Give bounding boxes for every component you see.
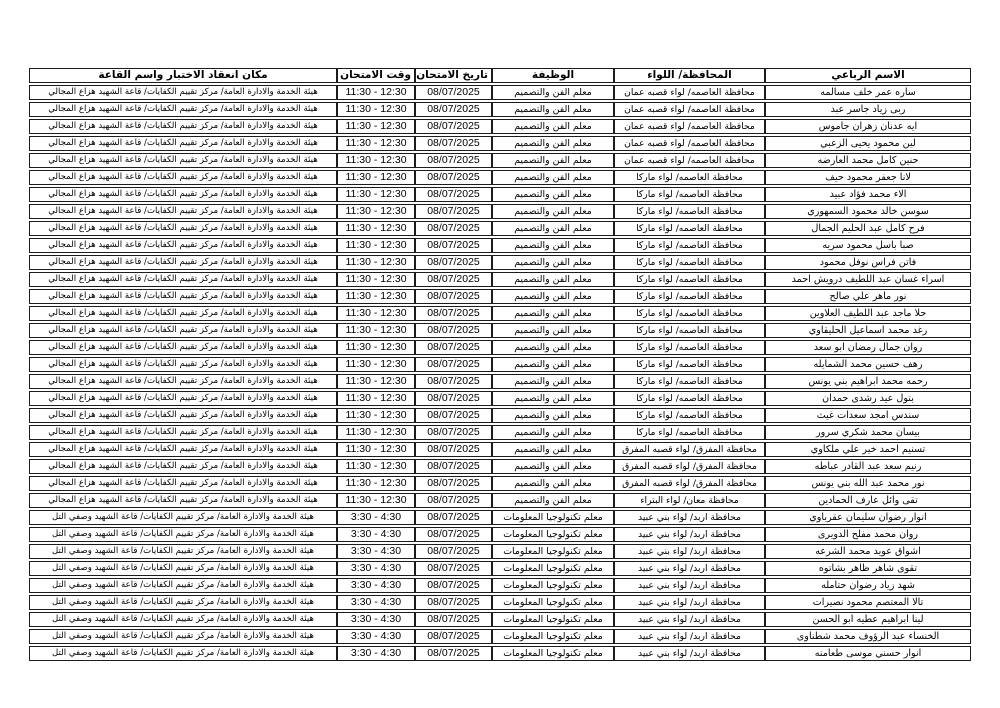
exam-date-cell: 08/07/2025 xyxy=(415,119,492,134)
governorate-cell: محافظة العاصمه/ لواء ماركا xyxy=(614,170,765,185)
exam-time-cell: 3:30 - 4:30 xyxy=(337,561,415,576)
job-title-cell: معلم الفن والتصميم xyxy=(492,357,614,372)
table-row xyxy=(29,85,971,100)
table-row xyxy=(29,221,971,236)
exam-location-cell: هيئة الخدمة والادارة العامة/ مركز تقييم الكفايات/ قاعة الشهيد هزاع المجالي xyxy=(29,102,337,117)
full-name-cell: اسراء غسان عبد اللطيف درويش احمد xyxy=(765,272,971,287)
exam-time-cell: 11:30 - 12:30 xyxy=(337,102,415,117)
exam-location-cell: هيئة الخدمة والادارة العامة/ مركز تقييم الكفايات/ قاعة الشهيد هزاع المجالي xyxy=(29,221,337,236)
exam-time-cell: 11:30 - 12:30 xyxy=(337,425,415,440)
job-title-cell: معلم الفن والتصميم xyxy=(492,102,614,117)
exam-location-cell: هيئة الخدمة والادارة العامة/ مركز تقييم الكفايات/ قاعة الشهيد هزاع المجالي xyxy=(29,204,337,219)
exam-date-cell: 08/07/2025 xyxy=(415,646,492,661)
exam-location-cell: هيئة الخدمة والادارة العامة/ مركز تقييم الكفايات/ قاعة الشهيد هزاع المجالي xyxy=(29,493,337,508)
exam-date-cell: 08/07/2025 xyxy=(415,612,492,627)
exam-date-cell: 08/07/2025 xyxy=(415,255,492,270)
job-title-cell: معلم الفن والتصميم xyxy=(492,493,614,508)
full-name-cell: سوسن خالد محمود السمهوري xyxy=(765,204,971,219)
exam-time-cell: 11:30 - 12:30 xyxy=(337,357,415,372)
governorate-cell: محافظة العاصمه/ لواء ماركا xyxy=(614,255,765,270)
exam-date-cell: 08/07/2025 xyxy=(415,238,492,253)
job-title-cell: معلم الفن والتصميم xyxy=(492,323,614,338)
exam-location-cell: هيئة الخدمة والادارة العامة/ مركز تقييم الكفايات/ قاعة الشهيد هزاع المجالي xyxy=(29,289,337,304)
job-title-cell: معلم الفن والتصميم xyxy=(492,272,614,287)
governorate-cell: محافظة العاصمه/ لواء ماركا xyxy=(614,391,765,406)
table-row xyxy=(29,544,971,559)
exam-time-cell: 11:30 - 12:30 xyxy=(337,170,415,185)
exam-location-cell: هيئة الخدمة والادارة العامة/ مركز تقييم الكفايات/ قاعة الشهيد وصفي التل xyxy=(29,595,337,610)
exam-date-cell: 08/07/2025 xyxy=(415,153,492,168)
exam-time-cell: 3:30 - 4:30 xyxy=(337,595,415,610)
exam-time-cell: 11:30 - 12:30 xyxy=(337,153,415,168)
governorate-cell: محافظة اربد/ لواء بني عبيد xyxy=(614,544,765,559)
table-row xyxy=(29,510,971,525)
table-row xyxy=(29,425,971,440)
exam-location-cell: هيئة الخدمة والادارة العامة/ مركز تقييم الكفايات/ قاعة الشهيد هزاع المجالي xyxy=(29,357,337,372)
full-name-cell: تسنيم احمد خير علي ملكاوي xyxy=(765,442,971,457)
full-name-cell: روان محمد مفلح الدويرى xyxy=(765,527,971,542)
table-row xyxy=(29,306,971,321)
governorate-cell: محافظة العاصمه/ لواء قصبه عمان xyxy=(614,136,765,151)
full-name-cell: الخنساء عبد الرؤوف محمد شطناوى xyxy=(765,629,971,644)
exam-date-cell: 08/07/2025 xyxy=(415,221,492,236)
full-name-cell: رنيم سعد عبد القادر عباطه xyxy=(765,459,971,474)
exam-date-cell: 08/07/2025 xyxy=(415,272,492,287)
exam-location-cell: هيئة الخدمة والادارة العامة/ مركز تقييم الكفايات/ قاعة الشهيد هزاع المجالي xyxy=(29,238,337,253)
table-row xyxy=(29,374,971,389)
exam-date-cell: 08/07/2025 xyxy=(415,527,492,542)
governorate-cell: محافظة المفرق/ لواء قصبه المفرق xyxy=(614,459,765,474)
exam-date-cell: 08/07/2025 xyxy=(415,187,492,202)
job-title-cell: معلم الفن والتصميم xyxy=(492,204,614,219)
governorate-cell: محافظة العاصمه/ لواء ماركا xyxy=(614,238,765,253)
exam-date-cell: 08/07/2025 xyxy=(415,629,492,644)
exam-location-cell: هيئة الخدمة والادارة العامة/ مركز تقييم الكفايات/ قاعة الشهيد هزاع المجالي xyxy=(29,442,337,457)
governorate-cell: محافظة اربد/ لواء بني عبيد xyxy=(614,510,765,525)
governorate-cell: محافظة العاصمه/ لواء ماركا xyxy=(614,340,765,355)
job-title-cell: معلم تكنولوجيا المعلومات xyxy=(492,544,614,559)
job-title-cell: معلم تكنولوجيا المعلومات xyxy=(492,595,614,610)
exam-location-cell: هيئة الخدمة والادارة العامة/ مركز تقييم الكفايات/ قاعة الشهيد وصفي التل xyxy=(29,612,337,627)
exam-time-cell: 3:30 - 4:30 xyxy=(337,510,415,525)
full-name-cell: انوار حسني موسى طعامنه xyxy=(765,646,971,661)
exam-time-cell: 3:30 - 4:30 xyxy=(337,544,415,559)
table-header-row xyxy=(29,68,971,83)
exam-time-cell: 11:30 - 12:30 xyxy=(337,408,415,423)
job-title-cell: معلم تكنولوجيا المعلومات xyxy=(492,646,614,661)
full-name-cell: لانا جعفر محمود حيف xyxy=(765,170,971,185)
job-title-cell: معلم الفن والتصميم xyxy=(492,119,614,134)
exam-date-cell: 08/07/2025 xyxy=(415,102,492,117)
full-name-cell: بتول عيد رشدى حمدان xyxy=(765,391,971,406)
column-header-exam-time: وقت الامتحان xyxy=(337,68,415,83)
table-row xyxy=(29,153,971,168)
full-name-cell: لين محمود يحيى الزعبي xyxy=(765,136,971,151)
governorate-cell: محافظة اربد/ لواء بني عبيد xyxy=(614,578,765,593)
exam-date-cell: 08/07/2025 xyxy=(415,408,492,423)
exam-date-cell: 08/07/2025 xyxy=(415,204,492,219)
exam-date-cell: 08/07/2025 xyxy=(415,578,492,593)
governorate-cell: محافظة العاصمه/ لواء قصبه عمان xyxy=(614,85,765,100)
column-header-exam-location: مكان انعقاد الاختبار واسم القاعة xyxy=(29,68,337,83)
exam-location-cell: هيئة الخدمة والادارة العامة/ مركز تقييم الكفايات/ قاعة الشهيد هزاع المجالي xyxy=(29,476,337,491)
exam-location-cell: هيئة الخدمة والادارة العامة/ مركز تقييم الكفايات/ قاعة الشهيد وصفي التل xyxy=(29,578,337,593)
governorate-cell: محافظة اربد/ لواء بني عبيد xyxy=(614,612,765,627)
full-name-cell: صبا باسل محمود سريه xyxy=(765,238,971,253)
table-row xyxy=(29,238,971,253)
table-row xyxy=(29,391,971,406)
exam-location-cell: هيئة الخدمة والادارة العامة/ مركز تقييم الكفايات/ قاعة الشهيد هزاع المجالي xyxy=(29,255,337,270)
exam-location-cell: هيئة الخدمة والادارة العامة/ مركز تقييم الكفايات/ قاعة الشهيد هزاع المجالي xyxy=(29,306,337,321)
job-title-cell: معلم الفن والتصميم xyxy=(492,187,614,202)
job-title-cell: معلم الفن والتصميم xyxy=(492,238,614,253)
table-row xyxy=(29,289,971,304)
governorate-cell: محافظة العاصمه/ لواء ماركا xyxy=(614,204,765,219)
table-row xyxy=(29,204,971,219)
exam-location-cell: هيئة الخدمة والادارة العامة/ مركز تقييم الكفايات/ قاعة الشهيد وصفي التل xyxy=(29,510,337,525)
exam-location-cell: هيئة الخدمة والادارة العامة/ مركز تقييم الكفايات/ قاعة الشهيد هزاع المجالي xyxy=(29,119,337,134)
table-row xyxy=(29,561,971,576)
exam-date-cell: 08/07/2025 xyxy=(415,357,492,372)
job-title-cell: معلم الفن والتصميم xyxy=(492,442,614,457)
exam-date-cell: 08/07/2025 xyxy=(415,595,492,610)
exam-time-cell: 3:30 - 4:30 xyxy=(337,629,415,644)
table-row xyxy=(29,476,971,491)
full-name-cell: لينا ابراهيم عطيه ابو الحسن xyxy=(765,612,971,627)
table-row xyxy=(29,527,971,542)
table-row xyxy=(29,255,971,270)
table-row xyxy=(29,595,971,610)
exam-date-cell: 08/07/2025 xyxy=(415,493,492,508)
exam-time-cell: 11:30 - 12:30 xyxy=(337,85,415,100)
job-title-cell: معلم تكنولوجيا المعلومات xyxy=(492,578,614,593)
full-name-cell: حنين كامل محمد العارضه xyxy=(765,153,971,168)
exam-location-cell: هيئة الخدمة والادارة العامة/ مركز تقييم الكفايات/ قاعة الشهيد هزاع المجالي xyxy=(29,170,337,185)
exam-time-cell: 11:30 - 12:30 xyxy=(337,306,415,321)
exam-date-cell: 08/07/2025 xyxy=(415,391,492,406)
exam-time-cell: 3:30 - 4:30 xyxy=(337,578,415,593)
full-name-cell: حلا ماجد عبد اللطيف العلاوين xyxy=(765,306,971,321)
exam-time-cell: 11:30 - 12:30 xyxy=(337,255,415,270)
full-name-cell: سندس امجد سعدات غيث xyxy=(765,408,971,423)
exam-date-cell: 08/07/2025 xyxy=(415,476,492,491)
full-name-cell: رحمه محمد ابراهيم بني يونس xyxy=(765,374,971,389)
exam-time-cell: 11:30 - 12:30 xyxy=(337,459,415,474)
governorate-cell: محافظة العاصمه/ لواء ماركا xyxy=(614,221,765,236)
table-row xyxy=(29,323,971,338)
governorate-cell: محافظة العاصمه/ لواء ماركا xyxy=(614,408,765,423)
exam-time-cell: 11:30 - 12:30 xyxy=(337,289,415,304)
governorate-cell: محافظة اربد/ لواء بني عبيد xyxy=(614,646,765,661)
full-name-cell: ربى زياد جاسر عبد xyxy=(765,102,971,117)
full-name-cell: تقى وائل عارف الحمادين xyxy=(765,493,971,508)
job-title-cell: معلم الفن والتصميم xyxy=(492,408,614,423)
governorate-cell: محافظة العاصمه/ لواء ماركا xyxy=(614,374,765,389)
governorate-cell: محافظة العاصمه/ لواء ماركا xyxy=(614,357,765,372)
table-row xyxy=(29,357,971,372)
table-row xyxy=(29,187,971,202)
job-title-cell: معلم الفن والتصميم xyxy=(492,289,614,304)
exam-date-cell: 08/07/2025 xyxy=(415,170,492,185)
job-title-cell: معلم الفن والتصميم xyxy=(492,374,614,389)
governorate-cell: محافظة العاصمه/ لواء ماركا xyxy=(614,289,765,304)
governorate-cell: محافظة العاصمه/ لواء ماركا xyxy=(614,306,765,321)
job-title-cell: معلم الفن والتصميم xyxy=(492,136,614,151)
exam-date-cell: 08/07/2025 xyxy=(415,459,492,474)
exam-location-cell: هيئة الخدمة والادارة العامة/ مركز تقييم الكفايات/ قاعة الشهيد وصفي التل xyxy=(29,527,337,542)
exam-schedule-container xyxy=(29,66,971,663)
job-title-cell: معلم تكنولوجيا المعلومات xyxy=(492,561,614,576)
exam-table-body xyxy=(29,85,971,661)
governorate-cell: محافظة العاصمه/ لواء ماركا xyxy=(614,187,765,202)
table-row xyxy=(29,646,971,661)
job-title-cell: معلم تكنولوجيا المعلومات xyxy=(492,527,614,542)
table-row xyxy=(29,612,971,627)
exam-location-cell: هيئة الخدمة والادارة العامة/ مركز تقييم الكفايات/ قاعة الشهيد هزاع المجالي xyxy=(29,340,337,355)
exam-time-cell: 11:30 - 12:30 xyxy=(337,442,415,457)
governorate-cell: محافظة العاصمه/ لواء قصبه عمان xyxy=(614,119,765,134)
job-title-cell: معلم الفن والتصميم xyxy=(492,153,614,168)
table-row xyxy=(29,442,971,457)
governorate-cell: محافظة اربد/ لواء بني عبيد xyxy=(614,629,765,644)
governorate-cell: محافظة اربد/ لواء بني عبيد xyxy=(614,527,765,542)
exam-date-cell: 08/07/2025 xyxy=(415,561,492,576)
job-title-cell: معلم الفن والتصميم xyxy=(492,459,614,474)
governorate-cell: محافظة المفرق/ لواء قصبه المفرق xyxy=(614,476,765,491)
governorate-cell: محافظة العاصمه/ لواء ماركا xyxy=(614,323,765,338)
exam-time-cell: 3:30 - 4:30 xyxy=(337,527,415,542)
table-row xyxy=(29,119,971,134)
exam-location-cell: هيئة الخدمة والادارة العامة/ مركز تقييم الكفايات/ قاعة الشهيد هزاع المجالي xyxy=(29,85,337,100)
exam-time-cell: 11:30 - 12:30 xyxy=(337,340,415,355)
governorate-cell: محافظة العاصمه/ لواء ماركا xyxy=(614,272,765,287)
table-row xyxy=(29,493,971,508)
exam-time-cell: 11:30 - 12:30 xyxy=(337,493,415,508)
exam-time-cell: 11:30 - 12:30 xyxy=(337,119,415,134)
job-title-cell: معلم تكنولوجيا المعلومات xyxy=(492,629,614,644)
exam-time-cell: 11:30 - 12:30 xyxy=(337,476,415,491)
exam-date-cell: 08/07/2025 xyxy=(415,425,492,440)
job-title-cell: معلم الفن والتصميم xyxy=(492,306,614,321)
exam-time-cell: 11:30 - 12:30 xyxy=(337,272,415,287)
governorate-cell: محافظة معان/ لواء البتراء xyxy=(614,493,765,508)
exam-date-cell: 08/07/2025 xyxy=(415,85,492,100)
job-title-cell: معلم الفن والتصميم xyxy=(492,476,614,491)
column-header-governorate: المحافظة/ اللواء xyxy=(614,68,765,83)
exam-time-cell: 11:30 - 12:30 xyxy=(337,187,415,202)
full-name-cell: بيسان محمد شكري سرور xyxy=(765,425,971,440)
governorate-cell: محافظة اربد/ لواء بني عبيد xyxy=(614,561,765,576)
column-header-exam-date: تاريخ الامتحان xyxy=(415,68,492,83)
table-row xyxy=(29,408,971,423)
column-header-job-title: الوظيفة xyxy=(492,68,614,83)
governorate-cell: محافظة العاصمه/ لواء قصبه عمان xyxy=(614,153,765,168)
job-title-cell: معلم الفن والتصميم xyxy=(492,340,614,355)
exam-date-cell: 08/07/2025 xyxy=(415,340,492,355)
full-name-cell: رهف حسين محمد الشمايله xyxy=(765,357,971,372)
full-name-cell: ساره عمر خلف مسالمه xyxy=(765,85,971,100)
column-header-full-name: الاسم الرباعي xyxy=(765,68,971,83)
table-row xyxy=(29,136,971,151)
full-name-cell: نور ماهر علي صالح xyxy=(765,289,971,304)
table-row xyxy=(29,340,971,355)
exam-date-cell: 08/07/2025 xyxy=(415,374,492,389)
exam-location-cell: هيئة الخدمة والادارة العامة/ مركز تقييم الكفايات/ قاعة الشهيد هزاع المجالي xyxy=(29,136,337,151)
table-row xyxy=(29,272,971,287)
full-name-cell: تقوى شاهر ظاهر بشاتوه xyxy=(765,561,971,576)
exam-location-cell: هيئة الخدمة والادارة العامة/ مركز تقييم الكفايات/ قاعة الشهيد هزاع المجالي xyxy=(29,187,337,202)
job-title-cell: معلم الفن والتصميم xyxy=(492,255,614,270)
full-name-cell: روان جمال رمضان ابو سعد xyxy=(765,340,971,355)
governorate-cell: محافظة العاصمه/ لواء ماركا xyxy=(614,425,765,440)
exam-schedule-table xyxy=(29,66,971,663)
governorate-cell: محافظة العاصمه/ لواء قصبه عمان xyxy=(614,102,765,117)
exam-location-cell: هيئة الخدمة والادارة العامة/ مركز تقييم الكفايات/ قاعة الشهيد وصفي التل xyxy=(29,646,337,661)
table-row xyxy=(29,629,971,644)
exam-time-cell: 11:30 - 12:30 xyxy=(337,221,415,236)
full-name-cell: شهد زياد رضوان حتامله xyxy=(765,578,971,593)
exam-time-cell: 11:30 - 12:30 xyxy=(337,391,415,406)
table-row xyxy=(29,102,971,117)
exam-location-cell: هيئة الخدمة والادارة العامة/ مركز تقييم الكفايات/ قاعة الشهيد هزاع المجالي xyxy=(29,425,337,440)
exam-location-cell: هيئة الخدمة والادارة العامة/ مركز تقييم الكفايات/ قاعة الشهيد وصفي التل xyxy=(29,561,337,576)
exam-date-cell: 08/07/2025 xyxy=(415,510,492,525)
job-title-cell: معلم تكنولوجيا المعلومات xyxy=(492,510,614,525)
full-name-cell: اشواق عويد محمد الشرعه xyxy=(765,544,971,559)
job-title-cell: معلم تكنولوجيا المعلومات xyxy=(492,612,614,627)
full-name-cell: ايه عدنان زهران جاموس xyxy=(765,119,971,134)
exam-location-cell: هيئة الخدمة والادارة العامة/ مركز تقييم الكفايات/ قاعة الشهيد هزاع المجالي xyxy=(29,153,337,168)
exam-location-cell: هيئة الخدمة والادارة العامة/ مركز تقييم الكفايات/ قاعة الشهيد هزاع المجالي xyxy=(29,272,337,287)
exam-location-cell: هيئة الخدمة والادارة العامة/ مركز تقييم الكفايات/ قاعة الشهيد هزاع المجالي xyxy=(29,374,337,389)
exam-time-cell: 3:30 - 4:30 xyxy=(337,646,415,661)
exam-time-cell: 3:30 - 4:30 xyxy=(337,612,415,627)
governorate-cell: محافظة اربد/ لواء بني عبيد xyxy=(614,595,765,610)
exam-time-cell: 11:30 - 12:30 xyxy=(337,238,415,253)
exam-date-cell: 08/07/2025 xyxy=(415,323,492,338)
exam-location-cell: هيئة الخدمة والادارة العامة/ مركز تقييم الكفايات/ قاعة الشهيد هزاع المجالي xyxy=(29,323,337,338)
exam-time-cell: 11:30 - 12:30 xyxy=(337,323,415,338)
exam-location-cell: هيئة الخدمة والادارة العامة/ مركز تقييم الكفايات/ قاعة الشهيد هزاع المجالي xyxy=(29,391,337,406)
full-name-cell: نور محمد عبد الله بني يونس xyxy=(765,476,971,491)
exam-date-cell: 08/07/2025 xyxy=(415,289,492,304)
full-name-cell: فاتن فراس نوفل محمود xyxy=(765,255,971,270)
job-title-cell: معلم الفن والتصميم xyxy=(492,85,614,100)
job-title-cell: معلم الفن والتصميم xyxy=(492,170,614,185)
job-title-cell: معلم الفن والتصميم xyxy=(492,391,614,406)
exam-location-cell: هيئة الخدمة والادارة العامة/ مركز تقييم الكفايات/ قاعة الشهيد هزاع المجالي xyxy=(29,408,337,423)
full-name-cell: انوار رضوان سليمان عقرباوي xyxy=(765,510,971,525)
exam-time-cell: 11:30 - 12:30 xyxy=(337,374,415,389)
governorate-cell: محافظة المفرق/ لواء قصبه المفرق xyxy=(614,442,765,457)
full-name-cell: فرح كامل عبد الحليم الجمال xyxy=(765,221,971,236)
exam-date-cell: 08/07/2025 xyxy=(415,136,492,151)
exam-location-cell: هيئة الخدمة والادارة العامة/ مركز تقييم الكفايات/ قاعة الشهيد وصفي التل xyxy=(29,544,337,559)
exam-location-cell: هيئة الخدمة والادارة العامة/ مركز تقييم الكفايات/ قاعة الشهيد وصفي التل xyxy=(29,629,337,644)
full-name-cell: رغد محمد اسماعيل الحليقاوي xyxy=(765,323,971,338)
table-row xyxy=(29,459,971,474)
exam-time-cell: 11:30 - 12:30 xyxy=(337,204,415,219)
exam-date-cell: 08/07/2025 xyxy=(415,442,492,457)
exam-date-cell: 08/07/2025 xyxy=(415,544,492,559)
full-name-cell: الاء محمد فؤاد عبيد xyxy=(765,187,971,202)
job-title-cell: معلم الفن والتصميم xyxy=(492,425,614,440)
table-row xyxy=(29,170,971,185)
exam-location-cell: هيئة الخدمة والادارة العامة/ مركز تقييم الكفايات/ قاعة الشهيد هزاع المجالي xyxy=(29,459,337,474)
job-title-cell: معلم الفن والتصميم xyxy=(492,221,614,236)
exam-date-cell: 08/07/2025 xyxy=(415,306,492,321)
exam-time-cell: 11:30 - 12:30 xyxy=(337,136,415,151)
full-name-cell: تالا المعتصم محمود نصيرات xyxy=(765,595,971,610)
table-row xyxy=(29,578,971,593)
